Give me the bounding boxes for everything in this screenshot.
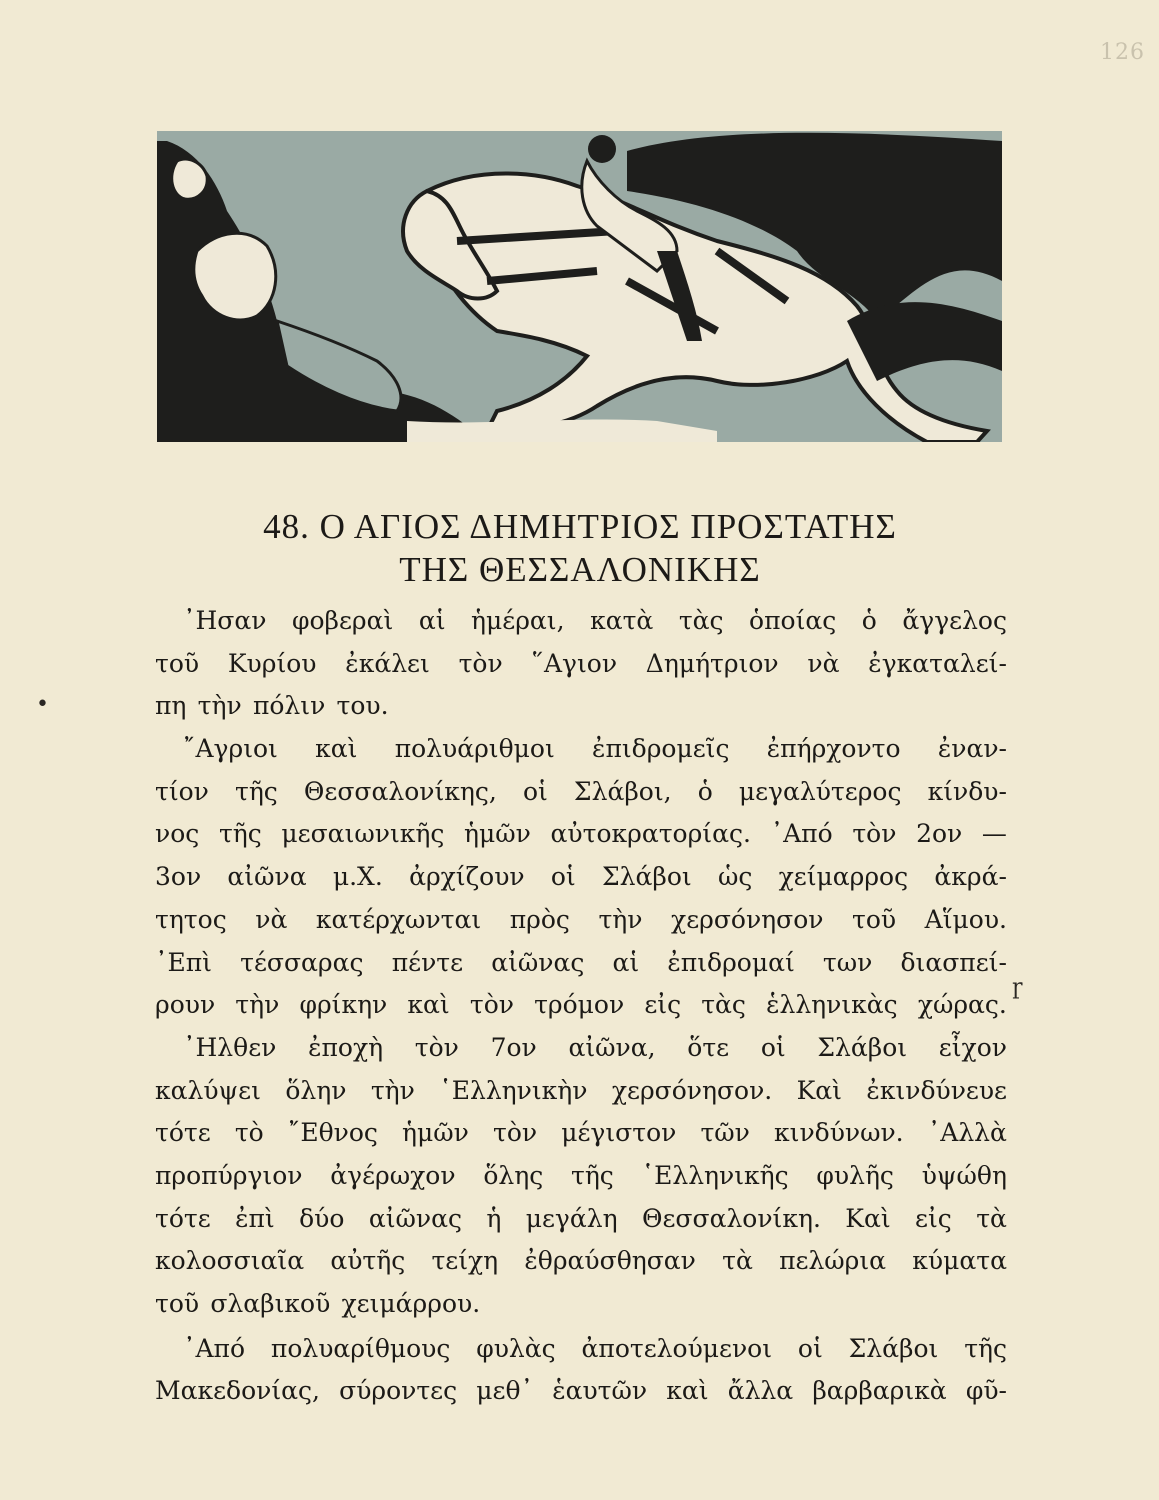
word: ρουν xyxy=(155,990,216,1020)
word: Σλάβοι xyxy=(848,1333,939,1363)
word: τητος xyxy=(155,904,227,934)
word: τὸ xyxy=(234,1118,264,1148)
word: ἐποχὴ xyxy=(308,1032,384,1062)
word: ἡμῶν xyxy=(402,1118,469,1148)
text-line xyxy=(155,942,1007,985)
word: αἰῶνας xyxy=(368,1203,462,1233)
text-line xyxy=(155,685,1007,728)
text-line xyxy=(155,1155,1007,1198)
word: σλαβικοῦ xyxy=(210,1289,331,1318)
word: αἰῶνας xyxy=(491,947,585,977)
text-line xyxy=(155,1370,1007,1413)
word: τέσσαρας xyxy=(240,947,364,977)
word: δύο xyxy=(299,1203,345,1233)
word: ἄλλα xyxy=(727,1376,794,1406)
word: καὶ xyxy=(666,1376,709,1406)
word: τὴν xyxy=(370,1075,415,1105)
word: ᾿Επὶ xyxy=(155,947,212,977)
word: αἱ xyxy=(612,947,640,977)
word: χειμάρρου. xyxy=(341,1289,481,1318)
word: τῆς xyxy=(218,819,262,849)
word: χώρας. xyxy=(917,990,1007,1020)
word: τὸν xyxy=(852,819,897,849)
word: βαρβαρικὰ xyxy=(812,1376,947,1406)
word: μεσαιωνικῆς xyxy=(281,819,445,849)
word: αὐτῆς xyxy=(330,1246,406,1276)
word: τὰ xyxy=(976,1203,1007,1233)
word: φυλὰς xyxy=(476,1333,556,1363)
word: κύματα xyxy=(912,1246,1007,1276)
word: οἱ xyxy=(760,1032,786,1062)
word: τὰς xyxy=(701,990,746,1020)
word: τὴν xyxy=(235,990,280,1020)
word: ῞Αγιον xyxy=(531,648,618,678)
word: τὸν xyxy=(414,1032,459,1062)
text-line xyxy=(155,984,1007,1027)
word: πη xyxy=(155,691,187,721)
word: χερσόνησον xyxy=(671,904,824,934)
word: τείχη xyxy=(431,1246,499,1276)
word: Αἵμου. xyxy=(924,904,1007,934)
word: ἐπιδρομεῖς xyxy=(592,734,730,764)
text-line xyxy=(155,1328,1007,1371)
word: οἱ xyxy=(550,862,576,892)
word: ῎Αγριοι xyxy=(183,734,278,764)
word: των xyxy=(822,947,873,977)
chapter-title-line-2: ΤΗΣ ΘΕΣΣΑΛΟΝΙΚΗΣ xyxy=(399,550,761,589)
word: 7ον xyxy=(490,1032,537,1062)
word: μεγαλύτερος xyxy=(738,776,902,806)
word: νὰ xyxy=(255,904,288,934)
word: — xyxy=(981,819,1007,849)
word: κολοσσιαῖα xyxy=(155,1246,305,1276)
word: σύροντες xyxy=(339,1376,458,1406)
word: φρίκην xyxy=(299,990,388,1020)
word: Δημήτριον xyxy=(645,648,779,678)
chapter-text xyxy=(155,600,1007,1413)
word: εἶχον xyxy=(938,1032,1007,1062)
text-line xyxy=(155,1027,1007,1070)
word: κίνδυ- xyxy=(927,776,1007,806)
word: Σλάβοι xyxy=(601,862,692,892)
page-number: 126 xyxy=(1100,40,1145,65)
word: ἡμέραι, xyxy=(471,606,565,635)
word: ὁποίας xyxy=(749,606,837,635)
word: τὴν xyxy=(598,904,643,934)
illustration-icon xyxy=(157,131,1002,442)
chapter-title-line-1: 48. Ο ΑΓΙΟΣ ΔΗΜΗΤΡΙΟΣ ΠΡΟΣΤΑΤΗΣ xyxy=(263,507,897,546)
word: ἡ xyxy=(486,1203,502,1233)
text-line xyxy=(155,728,1007,771)
word: μεγάλη xyxy=(525,1203,618,1233)
word: τότε xyxy=(155,1203,211,1233)
word: ἄγγελος xyxy=(902,606,1007,635)
word: ἡμῶν xyxy=(464,819,531,849)
word: ὅλην xyxy=(285,1075,347,1105)
word: τίον xyxy=(155,776,209,806)
text-line xyxy=(155,643,1007,686)
word: εἰς xyxy=(915,1203,952,1233)
word: ἐπήρχοντο xyxy=(766,734,901,764)
word: τῆς xyxy=(571,1160,614,1190)
word: νὰ xyxy=(807,648,840,678)
word: Σλάβοι xyxy=(817,1032,908,1062)
word: αἰῶνα xyxy=(227,862,307,892)
chapter-title xyxy=(150,505,1010,591)
word: ὁ xyxy=(861,606,877,635)
word: τὰ xyxy=(722,1246,753,1276)
word: φῦ- xyxy=(965,1376,1007,1406)
word: τοῦ xyxy=(155,648,200,678)
word: κατέρχωνται xyxy=(315,904,482,934)
text-line xyxy=(155,1240,1007,1283)
word: ὑψώθη xyxy=(921,1160,1007,1190)
word: ῎Εθνος xyxy=(287,1118,378,1148)
word: Μακεδονίας, xyxy=(155,1376,320,1406)
word: 2ον xyxy=(916,819,963,849)
word: τὸν xyxy=(469,990,514,1020)
word: πρὸς xyxy=(509,904,570,934)
word: τὴν xyxy=(197,691,242,721)
word: Κυρίου xyxy=(227,648,317,678)
word: καὶ xyxy=(407,990,450,1020)
word: ῾Ελληνικὴν xyxy=(439,1075,588,1105)
word: ἀγέρωχον xyxy=(330,1160,456,1190)
word: εἰς xyxy=(644,990,682,1020)
word: διασπεί- xyxy=(900,947,1007,977)
word: τότε xyxy=(155,1118,211,1148)
word: ἐπὶ xyxy=(235,1203,275,1233)
word: Θεσσαλονίκης, xyxy=(303,776,497,806)
word: τρόμον xyxy=(534,990,625,1020)
word: ὁ xyxy=(697,776,713,806)
word: τῶν xyxy=(700,1118,750,1148)
word: νος xyxy=(155,819,200,849)
word: καλύψει xyxy=(155,1075,261,1105)
word: Θεσσαλονίκη. xyxy=(641,1203,821,1233)
word: οἱ xyxy=(522,776,548,806)
word: πολυαρίθμους xyxy=(270,1333,451,1363)
word: ἐπιδρομαί xyxy=(667,947,795,977)
text-line xyxy=(155,1198,1007,1241)
word: κατὰ xyxy=(590,606,654,635)
text-line xyxy=(155,771,1007,814)
word: χείμαρρος xyxy=(778,862,909,892)
word: ἑλληνικὰς xyxy=(766,990,898,1020)
word: ὡς xyxy=(717,862,753,892)
word: πέντε xyxy=(391,947,464,977)
word: τὸν xyxy=(493,1118,538,1148)
margin-dot: • xyxy=(36,692,49,717)
word: ᾿Ησαν xyxy=(183,606,267,635)
word: μέγιστον xyxy=(561,1118,677,1148)
word: του. xyxy=(336,691,389,721)
word: Καὶ xyxy=(845,1203,891,1233)
text-line xyxy=(155,1112,1007,1155)
word: οἱ xyxy=(797,1333,823,1363)
word: φοβεραὶ xyxy=(291,606,394,635)
word: ὅτε xyxy=(687,1032,730,1062)
word: τοῦ xyxy=(852,904,897,934)
word: αὐτοκρατορίας. xyxy=(550,819,751,849)
word: αἰῶνα, xyxy=(568,1032,656,1062)
text-line xyxy=(155,600,1007,643)
word: ἐθραύσθησαν xyxy=(524,1246,696,1276)
word: ᾿Ηλθεν xyxy=(183,1032,277,1062)
text-line xyxy=(155,813,1007,856)
word: Καὶ xyxy=(796,1075,842,1105)
word: Σλάβοι, xyxy=(573,776,672,806)
word: προπύργιον xyxy=(155,1160,303,1190)
word: πολυάριθμοι xyxy=(394,734,555,764)
word: ἑαυτῶν xyxy=(552,1376,648,1406)
word: ἀποτελούμενοι xyxy=(581,1333,773,1363)
word: ᾿Από xyxy=(770,819,833,849)
word: καὶ xyxy=(315,734,358,764)
word: τοῦ xyxy=(155,1289,200,1318)
word: ᾿Αλλὰ xyxy=(927,1118,1007,1148)
word: κινδύνων. xyxy=(774,1118,904,1148)
text-line xyxy=(155,1283,1007,1326)
word: ὅλης xyxy=(483,1160,544,1190)
word: φυλῆς xyxy=(816,1160,894,1190)
text-line xyxy=(155,1070,1007,1113)
word: τὸν xyxy=(458,648,503,678)
margin-mark: ɼ xyxy=(1012,975,1023,1000)
word: μεθ᾿ xyxy=(476,1376,534,1406)
word: 3ον xyxy=(155,862,202,892)
word: ᾿Από xyxy=(183,1333,246,1363)
word: αἱ xyxy=(418,606,446,635)
chapter-illustration xyxy=(157,131,1002,442)
word: τῆς xyxy=(235,776,278,806)
word: πελώρια xyxy=(779,1246,887,1276)
word: ἀρχίζουν xyxy=(409,862,525,892)
word: τῆς xyxy=(964,1333,1007,1363)
word: τὰς xyxy=(678,606,724,635)
word: ἐκάλει xyxy=(345,648,430,678)
word: μ.Χ. xyxy=(332,862,383,892)
word: πόλιν xyxy=(252,691,326,721)
word: ἀκρά- xyxy=(934,862,1007,892)
text-line xyxy=(155,899,1007,942)
word: ἐκινδύνευε xyxy=(866,1075,1007,1105)
text-line xyxy=(155,856,1007,899)
word: ἐναν- xyxy=(937,734,1007,764)
word: ῾Ελληνικῆς xyxy=(641,1160,789,1190)
word: χερσόνησον. xyxy=(611,1075,773,1105)
word: ἐγκαταλεί- xyxy=(868,648,1007,678)
